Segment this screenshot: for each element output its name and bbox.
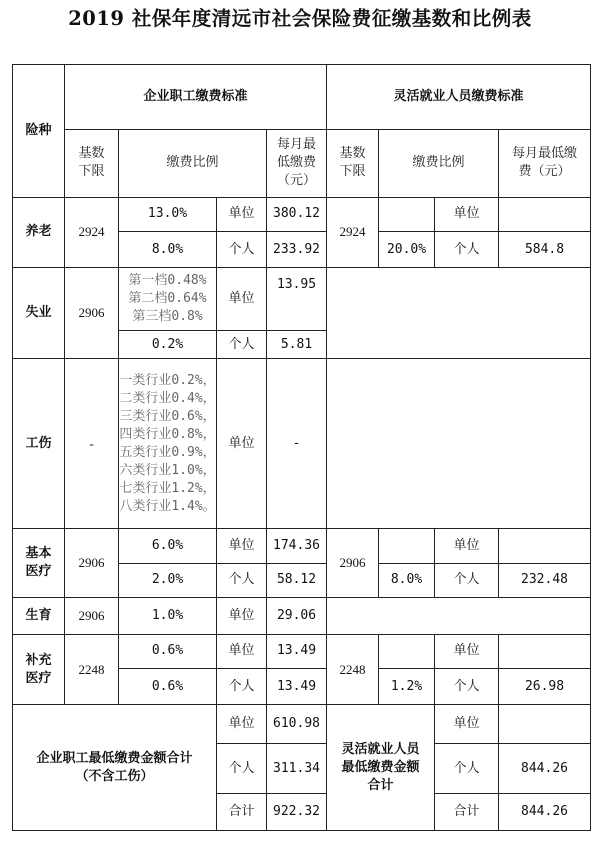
enterprise-total-individual: 311.34: [267, 743, 327, 794]
individual-label: 个人: [217, 668, 267, 704]
row-label-unemployment: 失业: [13, 268, 65, 359]
header-enterprise-standard: 企业职工缴费标准: [65, 65, 327, 130]
medical-flex-rate: 8.0%: [379, 563, 435, 597]
row-label-injury: 工伤: [13, 359, 65, 529]
unemployment-grade-rates: 第一档0.48% 第二档0.64% 第三档0.8%: [119, 268, 217, 331]
individual-label: 个人: [435, 668, 499, 704]
individual-label: 个人: [217, 743, 267, 794]
unit-label: 单位: [217, 529, 267, 563]
row-label-supplementary: 补充 医疗: [13, 634, 65, 705]
enterprise-total-label: 企业职工最低缴费金额合计 （不含工伤）: [13, 705, 217, 831]
pension-flex-min: 584.8: [499, 231, 591, 267]
empty-cell: [379, 634, 435, 668]
medical-flex-min: 232.48: [499, 563, 591, 597]
empty-cell: [499, 529, 591, 563]
unemployment-unit-min: 13.95: [267, 268, 327, 331]
individual-label: 个人: [217, 231, 267, 267]
medical-unit-rate: 6.0%: [119, 529, 217, 563]
header-rate: 缴费比例: [119, 129, 267, 197]
pension-unit-min: 380.12: [267, 197, 327, 231]
unemployment-base: 2906: [65, 268, 119, 359]
flexible-total-label: 灵活就业人员 最低缴费金额 合计: [327, 705, 435, 831]
pension-indiv-rate: 8.0%: [119, 231, 217, 267]
unemployment-indiv-min: 5.81: [267, 331, 327, 359]
medical-indiv-rate: 2.0%: [119, 563, 217, 597]
individual-label: 个人: [217, 331, 267, 359]
header-flexible-standard: 灵活就业人员缴费标准: [327, 65, 591, 130]
individual-label: 个人: [217, 563, 267, 597]
unit-label: 单位: [217, 197, 267, 231]
individual-label: 个人: [435, 231, 499, 267]
enterprise-total-unit: 610.98: [267, 705, 327, 743]
empty-flex-block: [327, 268, 591, 359]
row-label-medical: 基本 医疗: [13, 529, 65, 598]
flexible-total-sum: 844.26: [499, 794, 591, 831]
unemployment-indiv-rate: 0.2%: [119, 331, 217, 359]
flexible-total-individual: 844.26: [499, 743, 591, 794]
unit-label: 单位: [217, 359, 267, 529]
unit-label: 单位: [217, 705, 267, 743]
maternity-unit-rate: 1.0%: [119, 598, 217, 634]
empty-cell: [379, 197, 435, 231]
maternity-unit-min: 29.06: [267, 598, 327, 634]
row-label-maternity: 生育: [13, 598, 65, 634]
empty-cell: [499, 197, 591, 231]
header-flex-base-lower: 基数 下限: [327, 129, 379, 197]
empty-flex-block: [327, 598, 591, 634]
header-monthly-min: 每月最 低缴费 （元）: [267, 129, 327, 197]
unit-label: 单位: [435, 705, 499, 743]
supplementary-unit-rate: 0.6%: [119, 634, 217, 668]
total-label: 合计: [435, 794, 499, 831]
medical-indiv-min: 58.12: [267, 563, 327, 597]
header-base-lower: 基数 下限: [65, 129, 119, 197]
medical-unit-min: 174.36: [267, 529, 327, 563]
enterprise-total-sum: 922.32: [267, 794, 327, 831]
individual-label: 个人: [435, 563, 499, 597]
page-title: 2019 社保年度清远市社会保险费征缴基数和比例表: [68, 7, 532, 30]
empty-flex-block: [327, 359, 591, 529]
pension-flex-base: 2924: [327, 197, 379, 268]
injury-unit-min: -: [267, 359, 327, 529]
pension-unit-rate: 13.0%: [119, 197, 217, 231]
maternity-base: 2906: [65, 598, 119, 634]
unit-label: 单位: [435, 634, 499, 668]
total-label: 合计: [217, 794, 267, 831]
empty-cell: [499, 705, 591, 743]
header-insurance-type: 险种: [13, 65, 65, 198]
header-flex-rate: 缴费比例: [379, 129, 499, 197]
unit-label: 单位: [435, 529, 499, 563]
unit-label: 单位: [435, 197, 499, 231]
pension-flex-rate: 20.0%: [379, 231, 435, 267]
supplementary-flex-min: 26.98: [499, 668, 591, 704]
supplementary-indiv-rate: 0.6%: [119, 668, 217, 704]
supplementary-base: 2248: [65, 634, 119, 705]
contribution-table: [12, 64, 591, 831]
unit-label: 单位: [217, 634, 267, 668]
unit-label: 单位: [217, 598, 267, 634]
header-flex-monthly-min: 每月最低缴 费（元）: [499, 129, 591, 197]
empty-cell: [379, 529, 435, 563]
medical-flex-base: 2906: [327, 529, 379, 598]
supplementary-unit-min: 13.49: [267, 634, 327, 668]
supplementary-flex-base: 2248: [327, 634, 379, 705]
unit-label: 单位: [217, 268, 267, 331]
supplementary-flex-rate: 1.2%: [379, 668, 435, 704]
row-label-pension: 养老: [13, 197, 65, 268]
injury-industry-rates: 一类行业0.2%， 二类行业0.4%， 三类行业0.6%， 四类行业0.8%， 五类行业0.9%， 六类行业1.0%， 七类行业1.2%， 八类行业1.4%。: [119, 359, 217, 529]
empty-cell: [499, 634, 591, 668]
medical-base: 2906: [65, 529, 119, 598]
pension-base: 2924: [65, 197, 119, 268]
injury-base: -: [65, 359, 119, 529]
pension-indiv-min: 233.92: [267, 231, 327, 267]
individual-label: 个人: [435, 743, 499, 794]
supplementary-indiv-min: 13.49: [267, 668, 327, 704]
